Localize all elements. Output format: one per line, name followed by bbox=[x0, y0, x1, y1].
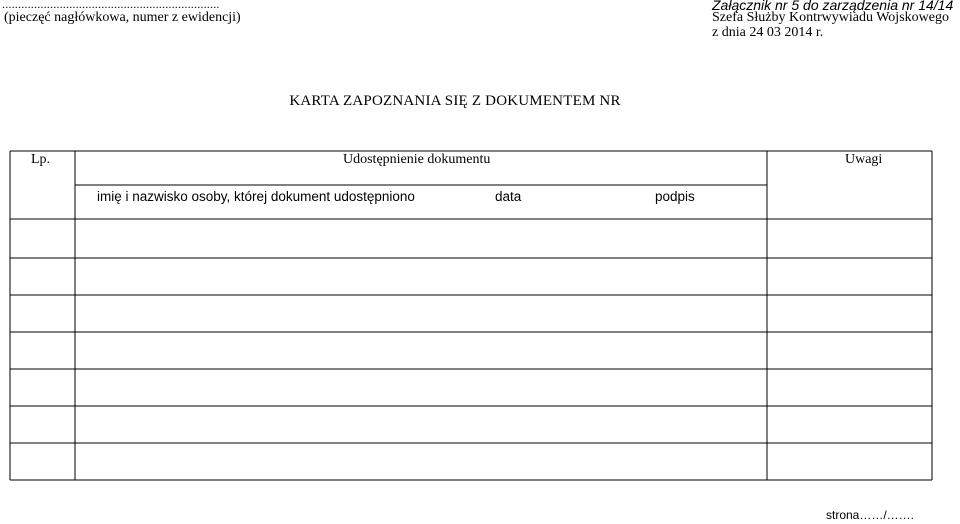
header-dots: .................................................................... bbox=[2, 0, 220, 11]
page-title: KARTA ZAPOZNANIA SIĘ Z DOKUMENTEM NR bbox=[289, 93, 621, 109]
header-udostepnienie: Udostępnienie dokumentu bbox=[343, 152, 491, 167]
organization-label: Szefa Służby Kontrwywiadu Wojskowego bbox=[712, 10, 949, 25]
page-number: strona……/……. bbox=[826, 508, 915, 522]
subheader-podpis: podpis bbox=[655, 189, 695, 204]
header-lp: Lp. bbox=[31, 152, 51, 167]
stamp-caption: (pieczęć nagłówkowa, numer z ewidencji) bbox=[4, 10, 241, 25]
subheader-data: data bbox=[495, 189, 522, 204]
header-uwagi: Uwagi bbox=[845, 152, 883, 167]
subheader-imie: imię i nazwisko osoby, której dokument udostępniono bbox=[97, 189, 415, 204]
document-date: z dnia 24 03 2014 r. bbox=[712, 25, 824, 40]
attachment-label: Załącznik nr 5 do zarządzenia nr 14/14 bbox=[712, 0, 954, 13]
